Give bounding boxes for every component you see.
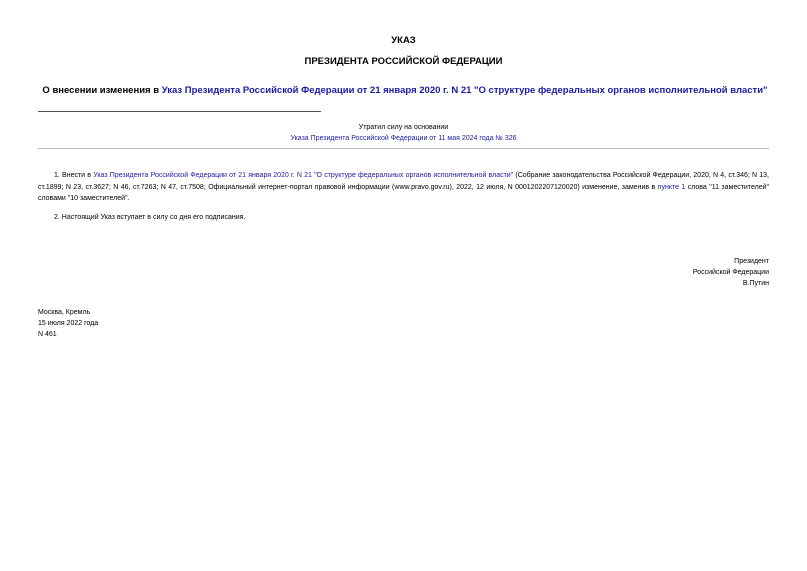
signature-title: Президент [734, 258, 769, 265]
place: Москва, Кремль [38, 309, 91, 316]
place-date-block [38, 307, 98, 340]
subject-link[interactable]: Указ Президента Российской Федерации от 21 января 2020 г. N 21 "О структуре федеральных органов исполнительной власти" [161, 85, 768, 96]
document-title: УКАЗ [391, 35, 416, 46]
signature-name: В.Путин [742, 280, 769, 287]
status-link[interactable]: Указа Президента Российской Федерации от 11 мая 2024 года № 326 [290, 135, 517, 142]
signature-country: Российской Федерации [692, 269, 769, 276]
signature-block [693, 256, 769, 289]
document-number: N 461 [38, 331, 57, 338]
paragraph-2: 2. Настоящий Указ вступает в силу со дня его подписания. [54, 214, 246, 221]
document-issuer: ПРЕЗИДЕНТА РОССИЙСКОЙ ФЕДЕРАЦИИ [304, 56, 503, 67]
document-subject [30, 85, 780, 96]
paragraph-1 [38, 170, 769, 205]
p1-link-item[interactable]: пункте 1 [657, 183, 686, 191]
p1-link[interactable]: Указ Президента Российской Федерации от 21 января 2020 г. N 21 "О структуре федеральных органов исполнительной власти" [93, 172, 514, 179]
p1-suffix: слова "11 заместителей" словами "10 заместителей". [38, 183, 770, 202]
divider-short [38, 111, 321, 112]
date: 15 июля 2022 года [38, 320, 99, 327]
subject-prefix: О внесении изменения в [42, 85, 162, 96]
p1-middle: (Собрание законодательства Российской Федерации, 2020, N 4, ст.346; N 13, ст.1899; N 23, ст.3627; N 46, ст.7263; N 47, ст.7508; Официальный интернет-портал правовой информации (www.pravo.gov.ru), 2022, 12 июля, N 0001202207120020) изменение, заменив в [38, 172, 769, 191]
divider-long [38, 148, 769, 149]
p1-prefix: 1. Внести в [54, 172, 94, 179]
status-label: Утратил силу на основании [358, 124, 449, 131]
